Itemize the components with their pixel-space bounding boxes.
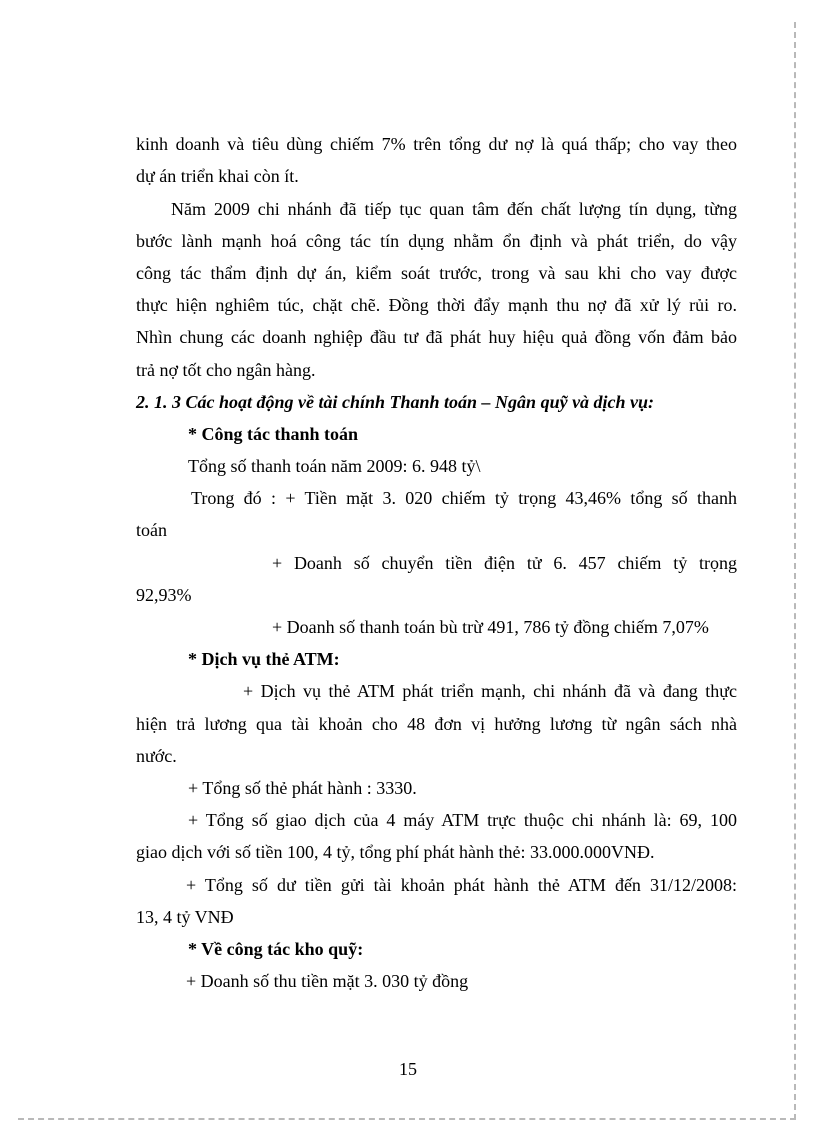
text-line: dự án triển khai còn ít. bbox=[136, 166, 299, 186]
page-number: 15 bbox=[399, 1059, 417, 1079]
text-line: giao dịch với số tiền 100, 4 tỷ, tổng phí phát hành thẻ: 33.000.000VNĐ. bbox=[136, 842, 655, 862]
subheading-vault: * Về công tác kho quỹ: bbox=[188, 939, 364, 959]
text-line: Trong đó : + Tiền mặt 3. 020 chiếm tỷ trọng 43,46% tổng số thanh bbox=[191, 488, 737, 508]
text-line: bước lành mạnh hoá công tác tín dụng nhằm ổn định và phát triển, do vậy bbox=[136, 231, 737, 251]
text-line: Tổng số thanh toán năm 2009: 6. 948 tỷ\ bbox=[188, 456, 481, 476]
text-line: + Doanh số thanh toán bù trừ 491, 786 tỷ đồng chiếm 7,07% bbox=[272, 617, 709, 637]
text-line: + Dịch vụ thẻ ATM phát triển mạnh, chi nhánh đã và đang thực bbox=[243, 681, 737, 701]
text-line: công tác thẩm định dự án, kiểm soát trước, trong và sau khi cho vay được bbox=[136, 263, 737, 283]
subheading-payment: * Công tác thanh toán bbox=[188, 424, 359, 444]
section-heading: 2. 1. 3 Các hoạt động về tài chính Thanh toán – Ngân quỹ và dịch vụ: bbox=[136, 392, 655, 412]
text-line: Nhìn chung các doanh nghiệp đầu tư đã phát huy hiệu quả đồng vốn đảm bảo bbox=[136, 327, 737, 347]
text-line: + Tổng số thẻ phát hành : 3330. bbox=[188, 778, 417, 798]
text-line: trả nợ tốt cho ngân hàng. bbox=[136, 360, 316, 380]
text-line: + Doanh số chuyển tiền điện tử 6. 457 chiếm tỷ trọng bbox=[272, 553, 737, 573]
text-line: hiện trả lương qua tài khoản cho 48 đơn vị hưởng lương từ ngân sách nhà bbox=[136, 714, 737, 734]
text-line: toán bbox=[136, 520, 167, 540]
text-line: 92,93% bbox=[136, 585, 192, 605]
subheading-atm: * Dịch vụ thẻ ATM: bbox=[188, 649, 340, 669]
text-line: + Tổng số dư tiền gửi tài khoản phát hành thẻ ATM đến 31/12/2008: bbox=[186, 875, 737, 895]
text-line: + Doanh số thu tiền mặt 3. 030 tỷ đồng bbox=[186, 971, 469, 991]
text-line: nước. bbox=[136, 746, 177, 766]
text-line: kinh doanh và tiêu dùng chiếm 7% trên tổng dư nợ là quá thấp; cho vay theo bbox=[136, 134, 737, 154]
text-line: + Tổng số giao dịch của 4 máy ATM trực thuộc chi nhánh là: 69, 100 bbox=[188, 810, 737, 830]
text-line: Năm 2009 chi nhánh đã tiếp tục quan tâm đến chất lượng tín dụng, từng bbox=[171, 199, 737, 219]
text-line: thực hiện nghiêm túc, chặt chẽ. Đồng thời đẩy mạnh thu nợ đã xử lý rủi ro. bbox=[136, 295, 737, 315]
text-line: 13, 4 tỷ VNĐ bbox=[136, 907, 234, 927]
